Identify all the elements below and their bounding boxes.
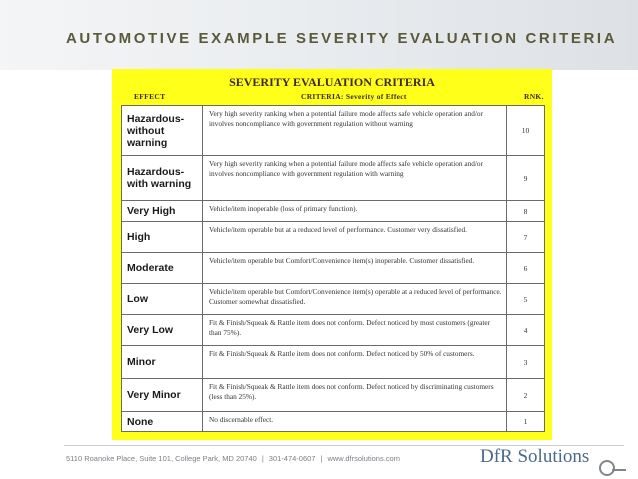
table-row <box>122 412 545 432</box>
effect-cell: Moderate <box>122 253 203 284</box>
rank-cell: 10 <box>507 106 545 156</box>
criteria-cell: Fit & Finish/Squeak & Rattle item does not conform. Defect noticed by discriminating customers (less than 25%). <box>203 379 507 412</box>
table-row <box>122 201 545 222</box>
effect-cell: High <box>122 222 203 253</box>
header-effect: EFFECT <box>134 92 166 101</box>
criteria-cell: Fit & Finish/Squeak & Rattle item does not conform. Defect noticed by 50% of customers. <box>203 346 507 379</box>
header-rank: RNK. <box>524 92 544 101</box>
criteria-cell: Vehicle/item operable but Comfort/Convenience item(s) inoperable. Customer dissatisfied. <box>203 253 507 284</box>
footer-website: www.dfrsolutions.com <box>327 454 400 463</box>
table-row <box>122 346 545 379</box>
table-row <box>122 253 545 284</box>
rank-cell: 3 <box>507 346 545 379</box>
effect-cell: Very Low <box>122 315 203 346</box>
rank-cell: 5 <box>507 284 545 315</box>
table-row <box>122 156 545 201</box>
criteria-cell: Very high severity ranking when a potential failure mode affects safe vehicle operation and/or involves noncompliance with government regulation without warning <box>203 106 507 156</box>
criteria-cell: Vehicle/item operable but Comfort/Convenience item(s) operable at a reduced level of performance. Customer somewhat dissatisfied. <box>203 284 507 315</box>
rank-cell: 6 <box>507 253 545 284</box>
severity-table <box>121 105 545 432</box>
footer-phone: 301-474-0607 <box>268 454 316 463</box>
effect-cell: Hazardous-without warning <box>122 106 203 156</box>
effect-cell: Very High <box>122 201 203 222</box>
criteria-cell: Very high severity ranking when a potential failure mode affects safe vehicle operation and/or involves noncompliance with government regulation with warning <box>203 156 507 201</box>
criteria-cell: Vehicle/item operable but at a reduced level of performance. Customer very dissatisfied. <box>203 222 507 253</box>
slide-header <box>0 0 638 70</box>
footer-separator: | <box>261 454 264 463</box>
table-row <box>122 106 545 156</box>
rank-cell: 9 <box>507 156 545 201</box>
rank-cell: 7 <box>507 222 545 253</box>
rank-cell: 1 <box>507 412 545 432</box>
table-row <box>122 284 545 315</box>
effect-cell: Hazardous-with warning <box>122 156 203 201</box>
logo-ring-icon <box>599 460 615 476</box>
footer-separator: | <box>320 454 323 463</box>
effect-cell: Low <box>122 284 203 315</box>
table-row <box>122 222 545 253</box>
footer-contact <box>66 454 400 463</box>
slide-title: AUTOMOTIVE EXAMPLE SEVERITY EVALUATION CRITERIA <box>66 30 618 47</box>
footer-address: 5110 Roanoke Place, Suite 101, College Park, MD 20740 <box>66 454 257 463</box>
criteria-cell: Fit & Finish/Squeak & Rattle item does not conform. Defect noticed by most customers (greater than 75%). <box>203 315 507 346</box>
rank-cell: 8 <box>507 201 545 222</box>
table-row <box>122 379 545 412</box>
effect-cell: None <box>122 412 203 432</box>
criteria-cell: No discernable effect. <box>203 412 507 432</box>
criteria-cell: Vehicle/item inoperable (loss of primary function). <box>203 201 507 222</box>
table-title: SEVERITY EVALUATION CRITERIA <box>229 75 435 89</box>
table-row <box>122 315 545 346</box>
severity-panel <box>112 69 552 440</box>
effect-cell: Minor <box>122 346 203 379</box>
header-criteria: CRITERIA: Severity of Effect <box>301 92 407 101</box>
logo-swoosh-icon <box>612 469 626 471</box>
rank-cell: 2 <box>507 379 545 412</box>
company-logo: DfR Solutions <box>480 446 590 467</box>
rank-cell: 4 <box>507 315 545 346</box>
effect-cell: Very Minor <box>122 379 203 412</box>
